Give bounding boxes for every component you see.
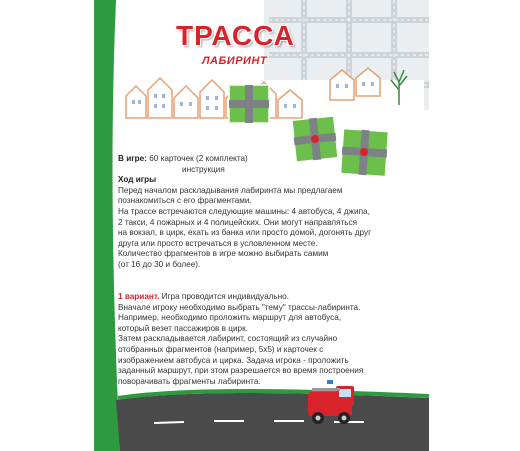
- rules-line: Количество фрагментов в игре можно выбирать самим: [118, 249, 329, 259]
- green-stripe: [94, 0, 120, 451]
- box-line-2: инструкция: [182, 164, 225, 174]
- variant-line: отобранных фрагментов (например, 5х5) и карточек с: [118, 344, 324, 354]
- variant-line: заданный маршрут, при этом разрешается во время построения: [118, 366, 364, 376]
- instruction-page: [94, 0, 429, 451]
- variant-line: Затем раскладывается лабиринт, состоящий из случайно: [118, 334, 338, 344]
- page-subtitle: ЛАБИРИНТ: [202, 55, 268, 67]
- rules-line: друга или просто встречаться в условленном месте.: [118, 238, 318, 248]
- variant-line: Например, необходимо проложить маршрут для автобуса,: [118, 313, 342, 323]
- rules-line: 2 такси, 4 пожарных и 4 полицейских. Они могут направляться: [118, 217, 358, 227]
- variant-first-line: Игра проводится индивидуально.: [159, 292, 290, 301]
- box-line-1: 60 карточек (2 комплекта): [146, 154, 248, 163]
- box-contents: [118, 154, 418, 271]
- rules-heading: Ход игры: [118, 175, 157, 185]
- variant-line: изображением автобуса и цирка. Задача игрока - проложить: [118, 355, 349, 365]
- variant-label: 1 вариант.: [118, 292, 160, 301]
- variant-line: который везет пассажиров в цирк.: [118, 323, 248, 333]
- rules-line: на вокзал, в цирк, ехать из банка или просто домой, догонять друг: [118, 228, 372, 238]
- rules-line: (от 16 до 30 и более).: [118, 259, 201, 269]
- rules-line: познакомиться с его фрагментами.: [118, 196, 252, 206]
- box-label: В игре:: [118, 154, 147, 163]
- variant-line: Вначале игроку необходимо выбрать "тему" трассы-лабиринта.: [118, 302, 361, 312]
- variant-section: [118, 292, 418, 387]
- rules-line: На трассе встречаются следующие машины: 4 автобуса, 4 джипа,: [118, 206, 370, 216]
- page-title: ТРАССА: [176, 20, 295, 51]
- rules-line: Перед началом раскладывания лабиринта мы предлагаем: [118, 185, 343, 195]
- road: [116, 391, 429, 451]
- variant-line: поворачивать фрагменты лабиринта.: [118, 376, 261, 386]
